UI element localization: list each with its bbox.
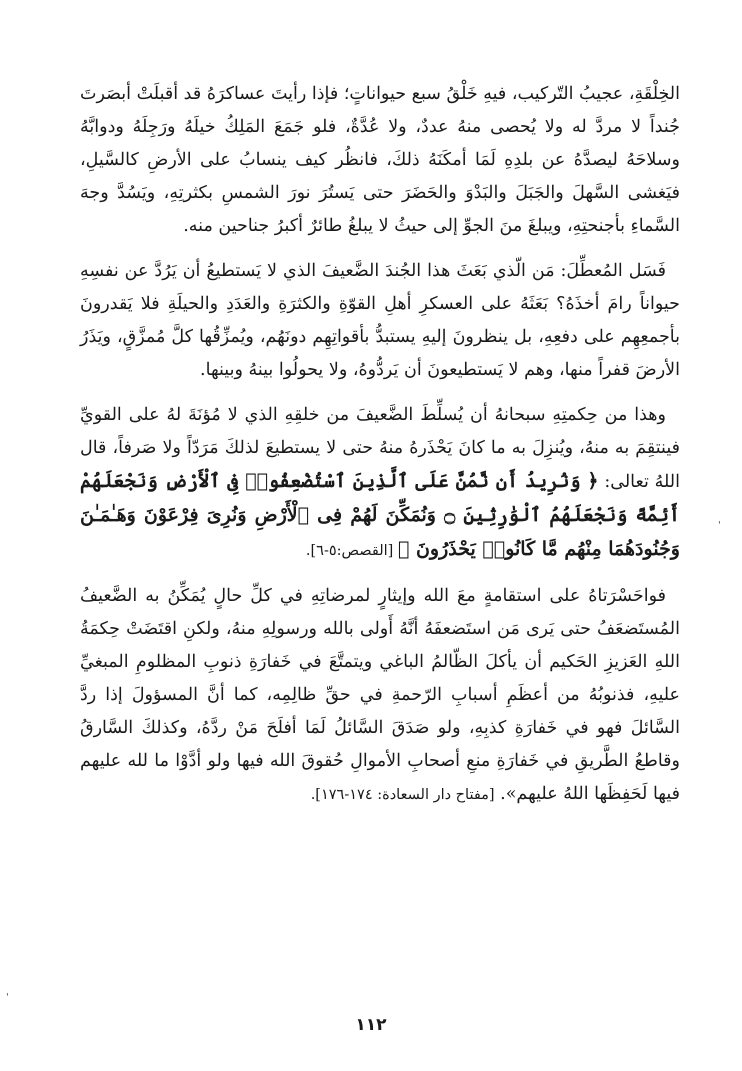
paragraph-2-text: فَسَل المُعطِّلَ: مَن الّذي بَعَثَ هذا الجُندَ الضَّعيفَ الذي لا يَستطيعُ أن يَرُدَّ عن نفسِهِ حيواناً رامَ أخذَهُ؟ بَعَثَهُ على العسكرِ أهلِ القوّةِ والكثرَةِ والعَدَدِ والحيلَةِ فلا يَقدرونَ بأجمعِهِم على دفعِهِ، بل ينظرونَ إليهِ يستبدُّ بأقواتِهِم دونَهُم، ويُمزِّقُها كلَّ مُمزَّقٍ، ويَذَرُ الأرضَ قفراً منها، وهم لا يَستطيعونَ أن يَردُّوهُ، ولا يحولُوا بينهُ وبينها. [80, 261, 680, 380]
page-content [80, 78, 680, 1058]
paragraph-1 [80, 78, 680, 243]
paragraph-2 [80, 255, 680, 387]
paragraph-3 [80, 399, 680, 568]
quran-verse: ﴿ وَنُرِيدُ أَن نَّمُنَّ عَلَى ٱلَّذِينَ ٱسْتُضْعِفُوا۟ فِى ٱلْأَرْضِ وَنَجْعَلَهُمْ أَئِمَّةً وَنَجْعَلَهُمُ ٱلْوَٰرِثِينَ ۝ وَنُمَكِّنَ لَهُمْ فِى ٱلْأَرْضِ وَنُرِىَ فِرْعَوْنَ وَهَـٰمَـٰنَ وَجُنُودَهُمَا مِنْهُم مَّا كَانُوا۟ يَحْذَرُونَ ﴾ [80, 470, 680, 560]
paragraph-4-text: فواحَسْرَتاهُ على استقامةٍ معَ الله وإيثارٍ لمرضاتِهِ في كلِّ حالٍ يُمَكِّنُ به الضَّعيفُ المُستَضعَفُ حتى يَرى مَن استَضعفَهُ أنَّهُ أَولى بالله ورسولِهِ منهُ، ولكنِ اقتَضَتْ حِكمَةُ اللهِ العَزيزِ الحَكيم أن يأكلَ الظّالمُ الباغي ويتمتَّعَ في خَفارَةِ ذنوبِ المظلومِ المبغيِّ عليهِ، فذنوبُهُ من أعظَمِ أسبابِ الرّحمةِ في حقِّ ظالِمِه، كما أنَّ المسؤولَ إذا ردَّ السَّائلَ فهو في خَفارَةِ كذبِهِ، ولو صَدَقَ السَّائلُ لَمَا أفلَحَ مَنْ ردَّهُ، وكذلكَ السَّارقُ وقاطعُ الطَّريقِ في خَفارَةِ منعِ أصحابِ الأموالِ حُقوقَ الله فيها ولو أدَّوْا ما لله عليهم فيها لَحَفِظَها اللهُ عليهم». [80, 586, 680, 804]
margin-mark: ' [718, 520, 721, 531]
paragraph-1-text: الخِلْقَةِ، عجيبُ التّركيب، فيهِ خَلْقُ سبع حيواناتٍ؛ فإذا رأيتَ عساكرَهُ قد أقبلَتْ أبصَرتَ جُنداً لا مردَّ له ولا يُحصى منهُ عددٌ، ولا عُدَّةٌ، فلو جَمَعَ المَلِكُ خيلَهُ ورَجِلَهُ ودوابَّهُ وسلاحَهُ ليصدَّهُ عن بلدِهِ لَمَا أمكَنَهُ ذلكَ، فانظُر كيف ينسابُ على الأرضِ كالسَّيلِ، فيَغشى السَّهلَ والجَبَلَ والبَدْوَ والحَضَرَ حتى يَستُرَ نورَ الشمسِ بكثرتِهِ، ويَسُدَّ وجهَ السَّماءِ بأجنحتِهِ، ويبلغَ منَ الجوِّ إلى حيثُ لا يبلغُ طائرٌ أكبرُ جناحين منه. [80, 84, 680, 236]
quran-reference: [القصص:٥-٦]. [305, 543, 398, 559]
page-number: ١١٢ [355, 1015, 387, 1035]
paragraph-3-text: وهذا من حِكمتِهِ سبحانهُ أن يُسلِّطَ الضَّعيفَ من خلقِهِ الذي لا مُؤنَةَ لهُ على القويِّ فينتقِمَ به منهُ، ويُنزِلَ به ما كانَ يَحْذَرهُ منهُ حتى لا يستطيعَ لذلكَ مَرَدّاً ولا صَرفاً، قال اللهُ تعالى: [80, 405, 680, 492]
margin-mark: ' [6, 992, 9, 1003]
source-reference: [مفتاح دار السعادة: ١٧٤-١٧٦]. [310, 787, 495, 803]
paragraph-4 [80, 580, 680, 812]
